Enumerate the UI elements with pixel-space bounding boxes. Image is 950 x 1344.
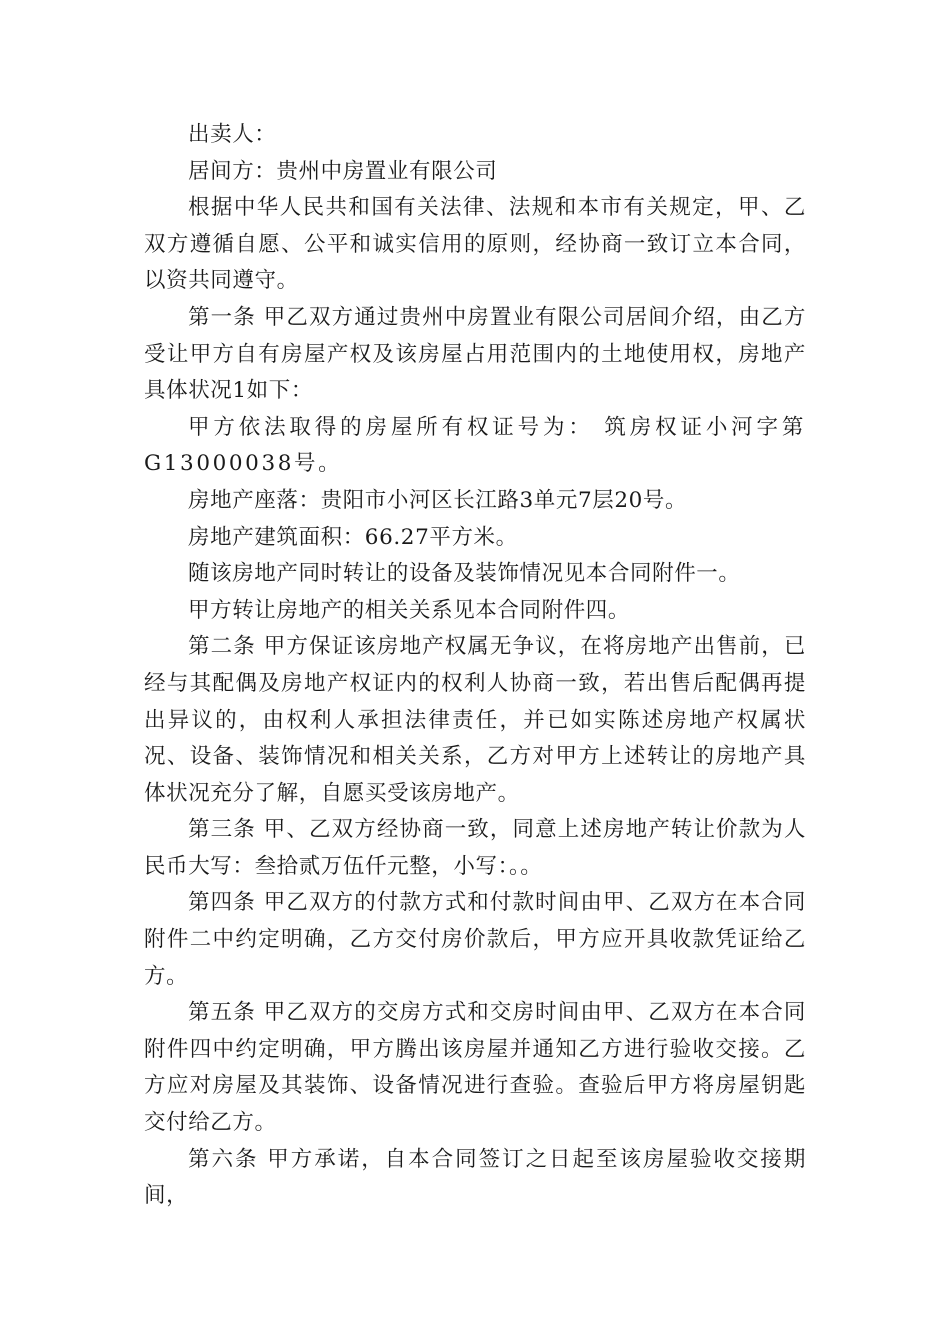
paragraph-article-6: 第六条 甲方承诺，自本合同签订之日起至该房屋验收交接期间， (144, 1146, 806, 1209)
paragraph-seller: 出卖人： (188, 122, 277, 147)
paragraph-article-2: 第二条 甲方保证该房地产权属无争议，在将房地产出售前，已经与其配偶及房地产权证内的权利人协商一致，若出售后配偶再提出异议的，由权利人承担法律责任，并已如实陈述房地产权属状况、设备、装饰情况和相关关系，乙方对甲方上述转让的房地产具体状况充分了解，自愿买受该房地产。 (144, 634, 806, 806)
paragraph-intermediary: 居间方：贵州中房置业有限公司 (188, 158, 498, 184)
paragraph-property-location: 房地产座落：贵阳市小河区长江路3单元7层20号。 (188, 487, 688, 513)
paragraph-article-1: 第一条 甲乙双方通过贵州中房置业有限公司居间介绍，由乙方受让甲方自有房屋产权及该房屋占用范围内的土地使用权，房地产具体状况1如下： (144, 304, 806, 404)
paragraph-building-area: 房地产建筑面积：66.27平方米。 (188, 524, 518, 550)
paragraph-article-3: 第三条 甲、乙双方经协商一致，同意上述房地产转让价款为人民币大写：叁拾贰万伍仟元整，小写：。。 (144, 817, 806, 879)
paragraph-relations: 甲方转让房地产的相关关系见本合同附件四。 (188, 597, 631, 623)
paragraph-article-4: 第四条 甲乙双方的付款方式和付款时间由甲、乙双方在本合同附件二中约定明确，乙方交付房价款后，甲方应开具收款凭证给乙方。 (144, 890, 806, 989)
paragraph-certificate-number: 甲方依法取得的房屋所有权证号为： 筑房权证小河字第G13000038号。 (144, 414, 806, 477)
paragraph-preamble: 根据中华人民共和国有关法律、法规和本市有关规定，甲、乙双方遵循自愿、公平和诚实信用的原则，经协商一致订立本合同，以资共同遵守。 (144, 195, 806, 294)
paragraph-article-5: 第五条 甲乙双方的交房方式和交房时间由甲、乙双方在本合同附件四中约定明确，甲方腾出该房屋并通知乙方进行验收交接。乙方应对房屋及其装饰、设备情况进行查验。查验后甲方将房屋钥匙交付给乙方。 (144, 1000, 806, 1136)
paragraph-equipment: 随该房地产同时转让的设备及装饰情况见本合同附件一。 (188, 561, 741, 587)
document-body (144, 117, 806, 1215)
